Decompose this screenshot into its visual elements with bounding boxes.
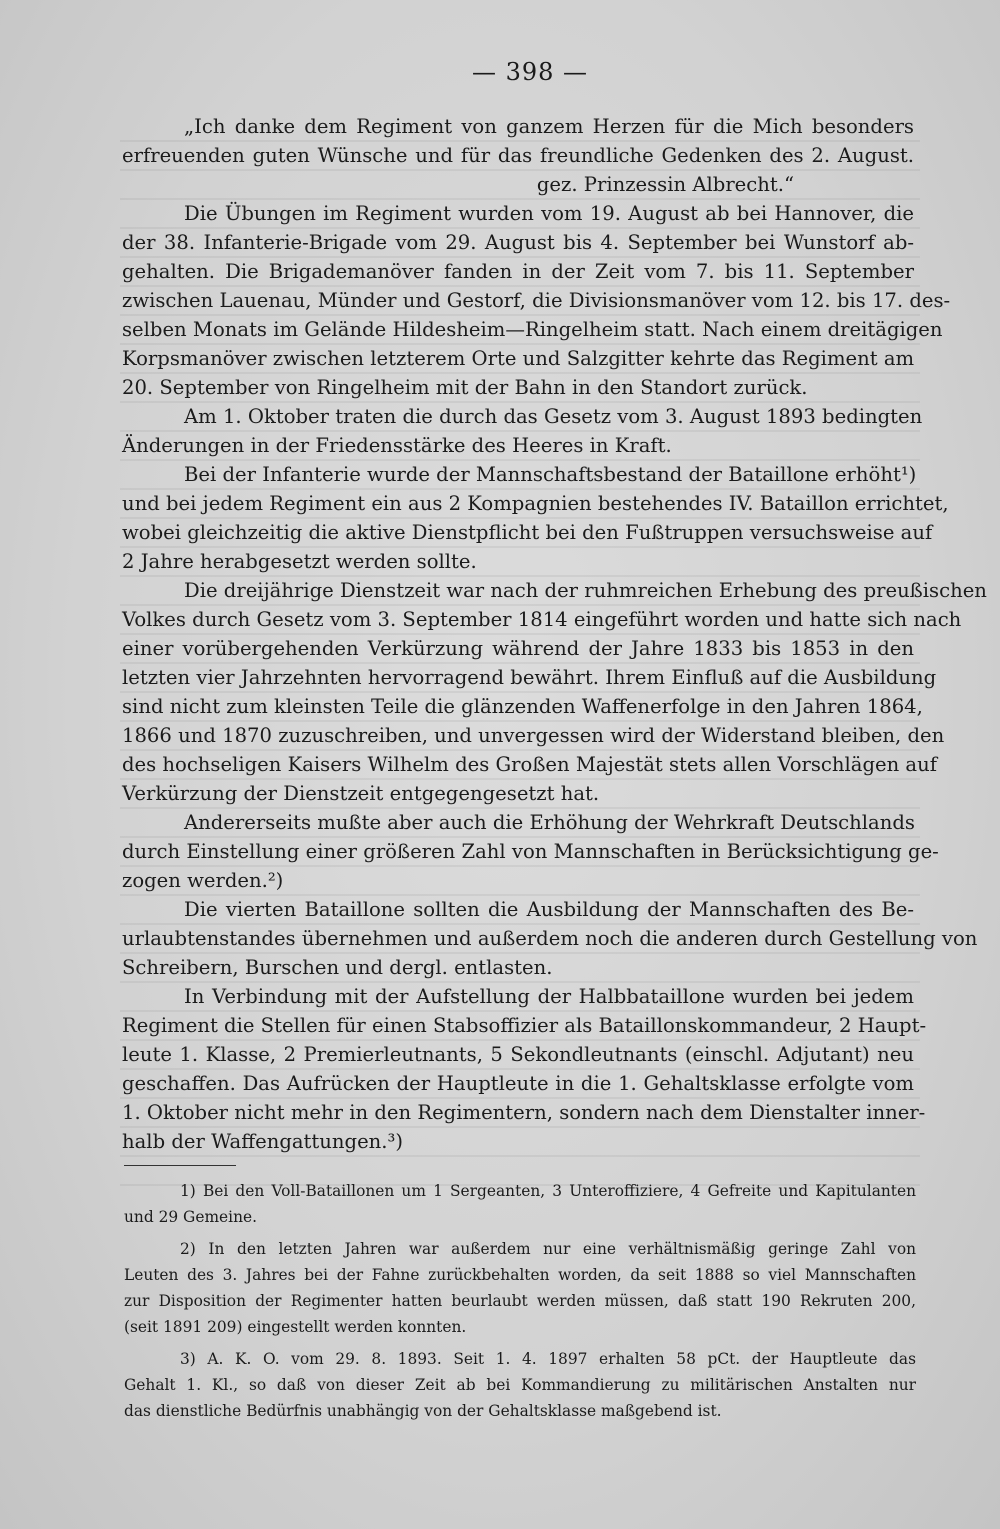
text-line: 20. September von Ringelheim mit der Bahn in den Standort zurück. [122, 376, 808, 399]
text-line: 2 Jahre herabgesetzt werden sollte. [122, 550, 477, 573]
text-line: Bei der Infanterie wurde der Mannschaftsbestand der Bataillone erhöht¹) [184, 463, 917, 486]
text-line: des hochseligen Kaisers Wilhelm des Großen Majestät stets allen Vorschlägen auf [122, 753, 937, 776]
footnote-line: 1) Bei den Voll-Bataillonen um 1 Sergeanten, 3 Unteroffiziere, 4 Gefreite und Kapitulanten [180, 1182, 916, 1200]
text-line: sind nicht zum kleinsten Teile die glänzenden Waffenerfolge in den Jahren 1864, [122, 695, 923, 718]
footnote-line: (seit 1891 209) eingestellt werden konnten. [124, 1318, 467, 1336]
text-line: Änderungen in der Friedensstärke des Heeres in Kraft. [122, 434, 672, 457]
text-line: Die vierten Bataillone sollten die Ausbildung der Mannschaften des Be- [184, 898, 914, 921]
text-line: erfreuenden guten Wünsche und für das freundliche Gedenken des 2. August. [122, 144, 914, 167]
body-text [122, 112, 987, 1156]
text-line: wobei gleichzeitig die aktive Dienstpflicht bei den Fußtruppen versuchsweise auf [122, 521, 933, 544]
text-line: 1866 und 1870 zuzuschreiben, und unvergessen wird der Widerstand bleiben, den [122, 724, 945, 747]
text-line: Verkürzung der Dienstzeit entgegengesetzt hat. [122, 782, 600, 805]
text-line: letzten vier Jahrzehnten hervorragend bewährt. Ihrem Einfluß auf die Ausbildung [122, 666, 937, 689]
text-line: einer vorübergehenden Verkürzung während der Jahre 1833 bis 1853 in den [122, 637, 914, 660]
text-line: gez. Prinzessin Albrecht.“ [536, 173, 794, 196]
text-line: halb der Waffengattungen.³) [122, 1130, 404, 1153]
text-line: und bei jedem Regiment ein aus 2 Kompagnien bestehendes IV. Bataillon errichtet, [122, 492, 949, 515]
text-line: Schreibern, Burschen und dergl. entlasten. [122, 956, 553, 979]
text-line: Volkes durch Gesetz vom 3. September 1814 eingeführt worden und hatte sich nach [122, 608, 962, 631]
text-line: zogen werden.²) [122, 869, 284, 892]
footnote-line: 3) A. K. O. vom 29. 8. 1893. Seit 1. 4. 1897 erhalten 58 pCt. der Hauptleute das [180, 1350, 916, 1368]
text-line: gehalten. Die Brigademanöver fanden in der Zeit vom 7. bis 11. September [122, 260, 914, 283]
page-number: — 398 — [471, 58, 589, 86]
text-line: In Verbindung mit der Aufstellung der Halbbataillone wurden bei jedem [184, 985, 914, 1008]
footnote-line: und 29 Gemeine. [124, 1208, 257, 1226]
text-line: durch Einstellung einer größeren Zahl von Mannschaften in Berücksichtigung ge- [122, 840, 939, 863]
text-line: geschaffen. Das Aufrücken der Hauptleute in die 1. Gehaltsklasse erfolgte vom [122, 1072, 914, 1095]
text-line: leute 1. Klasse, 2 Premierleutnants, 5 Sekondleutnants (einschl. Adjutant) neu [122, 1043, 914, 1066]
text-line: der 38. Infanterie-Brigade vom 29. August bis 4. September bei Wunstorf ab- [122, 231, 914, 254]
footnote-line: Gehalt 1. Kl., so daß von dieser Zeit ab bei Kommandierung zu militärischen Anstalten nur [124, 1376, 916, 1394]
footnote-line: zur Disposition der Regimenter hatten beurlaubt werden müssen, daß statt 190 Rekruten 200, [124, 1292, 916, 1310]
footnote-divider [124, 1165, 236, 1166]
text-line: „Ich danke dem Regiment von ganzem Herzen für die Mich besonders [184, 115, 914, 138]
text-line: selben Monats im Gelände Hildesheim—Ringelheim statt. Nach einem dreitägigen [122, 318, 943, 341]
text-line: Die Übungen im Regiment wurden vom 19. August ab bei Hannover, die [184, 202, 914, 225]
text-line: Andererseits mußte aber auch die Erhöhung der Wehrkraft Deutschlands [184, 811, 915, 834]
text-line: Am 1. Oktober traten die durch das Gesetz vom 3. August 1893 bedingten [184, 405, 923, 428]
text-line: urlaubtenstandes übernehmen und außerdem noch die anderen durch Gestellung von [122, 927, 978, 950]
text-line: Korpsmanöver zwischen letzterem Orte und Salzgitter kehrte das Regiment am [122, 347, 915, 370]
footnote-line: Leuten des 3. Jahres bei der Fahne zurückbehalten worden, da seit 1888 so viel Mannschaften [124, 1266, 916, 1284]
text-line: 1. Oktober nicht mehr in den Regimentern, sondern nach dem Dienstalter inner- [122, 1101, 926, 1124]
footnote-line: das dienstliche Bedürfnis unabhängig von der Gehaltsklasse maßgebend ist. [124, 1402, 722, 1420]
footnotes [124, 1178, 916, 1424]
text-line: Regiment die Stellen für einen Stabsoffizier als Bataillonskommandeur, 2 Haupt- [122, 1014, 927, 1037]
text-line: Die dreijährige Dienstzeit war nach der ruhmreichen Erhebung des preußischen [184, 579, 987, 602]
text-line: zwischen Lauenau, Münder und Gestorf, die Divisionsmanöver vom 12. bis 17. des- [122, 289, 951, 312]
footnote-line: 2) In den letzten Jahren war außerdem nur eine verhältnismäßig geringe Zahl von [180, 1240, 916, 1258]
